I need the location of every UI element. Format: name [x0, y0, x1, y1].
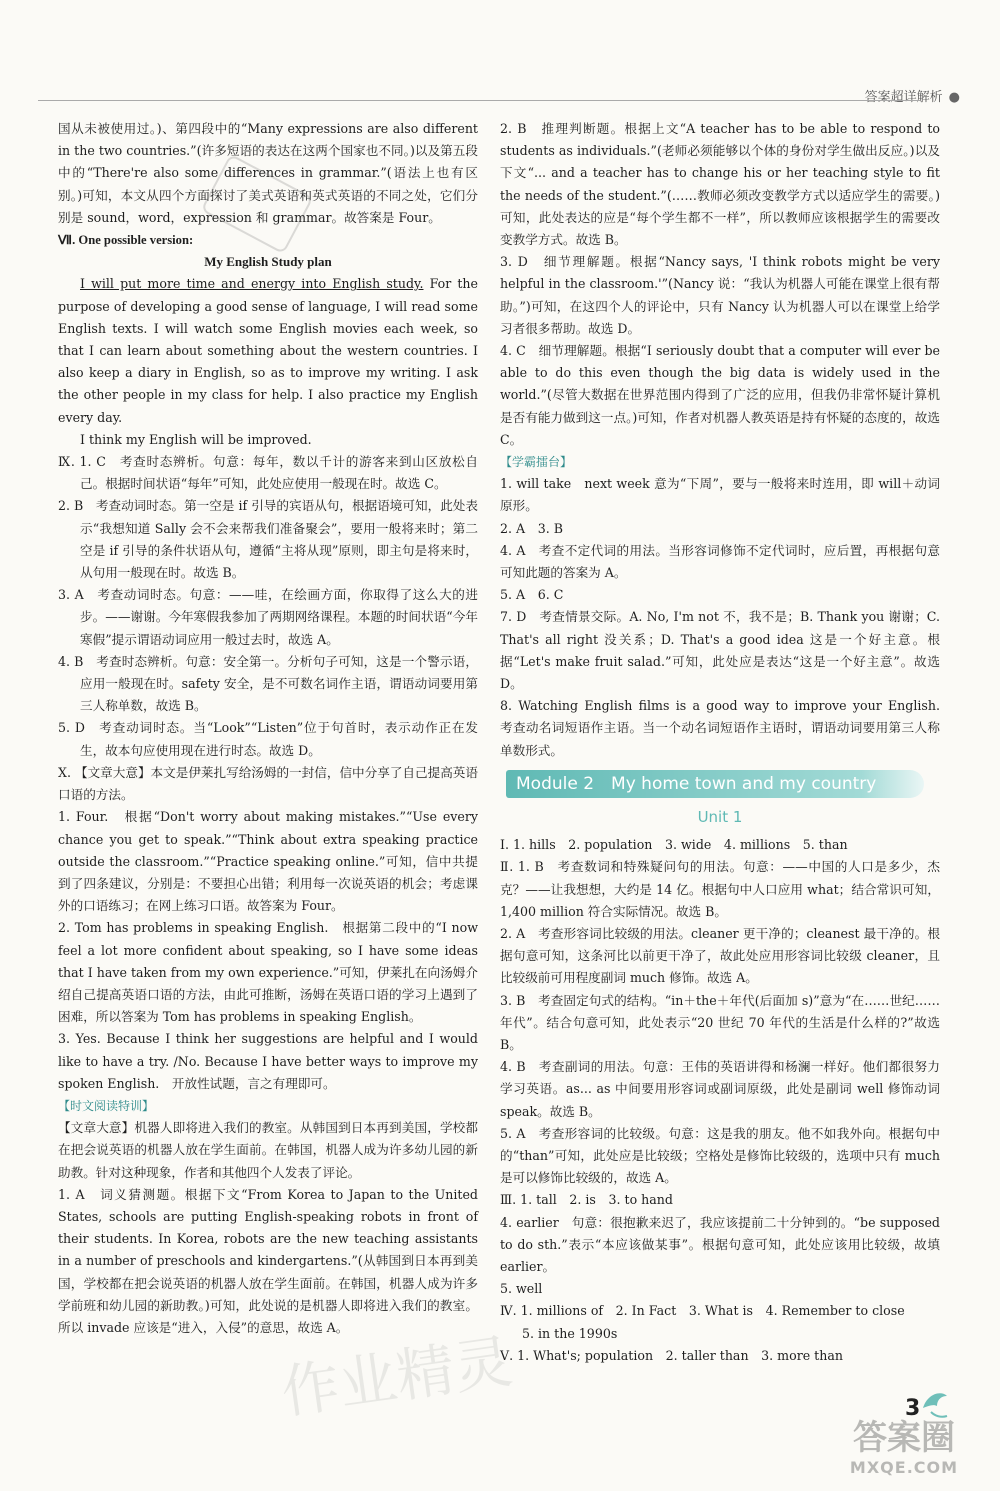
left-para-14: 3. Yes. Because I think her suggestions are helpful and I would like to have a try. /No. Because I have better ways to improve my spoken English. 开放性试题，言之有理即可。	[58, 1031, 478, 1091]
essay-body: For the purpose of developing a good sense of language, I will read some English texts. I will watch some English movies each week, so that I can learn about something about the western countries. I also keep a diary in English, so as to improve my writing. I ask the other people in my class for help. I also practice my English every day.	[58, 276, 478, 425]
left-para-17: 1. A 词义猜测题。根据下文“From Korea to Japan to the United States, schools are putting English-speaking robots in front of their students. In Korea, robots are the new teaching assistants in a number of preschools and kindergartens.”(从韩国到日本再到美国，学校都在把会说英语的机器人放在学生面前。在韩国，机器人成为许多学前班和幼儿园的新助教。)可知，此处说的是机器人即将进入我们的教室。所以 invade 应该是“进入，入侵”的意思，故选 A。	[58, 1186, 478, 1335]
essay-topic-sentence: I will put more time and energy into English study.	[80, 276, 424, 292]
right-para-15: 3. B 考查固定句式的结构。“in＋the＋年代(后面加 s)”意为“在……世纪……年代”。结合句意可知，此处表示“20 世纪 70 年代的生活是什么样的?”故选 B。	[500, 992, 940, 1052]
right-para-1: 3. D 细节理解题。根据“Nancy says, 'I think robots might be very helpful in the classroom.'”(Nancy 说：“我认为机器人可能在课堂上很有帮助。”)可知，在这四个人的评论中，只有 Nancy 认为机器人可以在课堂上给学习者很多帮助。故选 D。	[500, 254, 940, 336]
right-para-20: 5. well	[500, 1281, 543, 1297]
right-para-18: Ⅲ. 1. tall 2. is 3. to hand	[500, 1192, 673, 1208]
right-para-21: Ⅳ. 1. millions of 2. In Fact 3. What is 4. Remember to close	[500, 1303, 905, 1319]
right-para-6: 4. A 考查不定代词的用法。当形容词修饰不定代词时，应后置，再根据句意可知此题的答案为 A。	[500, 542, 940, 581]
left-para-11: Ⅹ. 【文章大意】本文是伊莱扎写给汤姆的一封信，信中分享了自己提高英语口语的方法。	[58, 764, 478, 803]
right-para-4: 1. will take next week 意为“下周”，要与一般将来时连用，即 will＋动词原形。	[500, 476, 940, 514]
right-para-14: 2. A 考查形容词比较级的用法。cleaner 更干净的；cleanest 最干净的。根据句意可知，这条河比以前更干净了，故此处应用形容词比较级 cleaner，且比较级前可用程度副词 much 修饰。故选 A。	[500, 925, 940, 986]
header-title: 答案超详解析	[864, 90, 943, 105]
watermark-url: MXQE.COM	[849, 1458, 959, 1477]
right-para-7: 5. A 6. C	[500, 587, 564, 603]
right-para-13: Ⅱ. 1. B 考查数词和特殊疑问句的用法。句意：——中国的人口是多少，杰克？——让我想想，大约是 14 亿。根据句中人口应用 what；结合常识可知，1,400 million 符合实际情况。故选 B。	[500, 859, 940, 919]
left-para-10: 5. D 考查动词时态。当“Look”“Listen”位于句首时，表示动作正在发生，故本句应使用现在进行时态。故选 D。	[58, 720, 478, 758]
section-tag-challenge: 【学霸擂台】	[500, 455, 573, 470]
right-para-9: 8. Watching English films is a good way to improve your English. 考查动名词短语作主语。当一个动名词短语作主语时，谓语动词要用第三人称单数形式。	[500, 698, 953, 758]
left-para-7: 2. B 考查动词时态。第一空是 if 引导的宾语从句，根据语境可知，此处表示“我想知道 Sally 会不会来帮我们准备聚会”，要用一般将来时；第二空是 if 引导的条件状语从句，遵循“主将从现”原则，即主句是将来时，从句用一般现在时。故选 B。	[58, 498, 478, 581]
right-para-2: 4. C 细节理解题。根据“I seriously doubt that a computer will ever be able to do this even though the big data is widely used in the world.”(尽管大数据在世界范围内得到了广泛的应用，但我仍非常怀疑计算机是否有能力做到这一点。)可知，作者对机器人教英语是持有怀疑的态度的，故选 C。	[500, 343, 940, 447]
page-number: 3	[905, 1396, 921, 1421]
header-dot: ●	[948, 90, 960, 105]
left-para-8: 3. A 考查动词时态。句意：——哇，在绘画方面，你取得了这么大的进步。——谢谢。今年寒假我参加了两期网络课程。本题的时间状语“今年寒假”提示谓语动词应用一般过去时，故选 A。	[58, 587, 478, 647]
left-para-16: 【文章大意】机器人即将进入我们的教室。从韩国到日本再到美国，学校都在把会说英语的机器人放在学生面前。在韩国，机器人成为许多幼儿园的新助教。针对这种现象，作者和其他四个人发表了评论。	[58, 1120, 478, 1180]
right-para-17: 5. A 考查形容词的比较级。句意：这是我的朋友。他不如我外向。根据句中的“than”可知，此处应是比较级；空格处是修饰比较级的，选项中只有 much 是可以修饰比较级的，故选 A。	[500, 1125, 940, 1186]
right-para-12: Ⅰ. 1. hills 2. population 3. wide 4. millions 5. than	[500, 837, 848, 853]
left-column	[58, 118, 478, 1339]
right-column	[500, 118, 953, 1367]
left-para-1: Ⅶ. One possible version:	[58, 233, 194, 248]
left-para-9: 4. B 考查时态辨析。句意：安全第一。分析句子可知，这是一个警示语，应用一般现在时。safety 安全，是不可数名词作主语，谓语动词要用第三人称单数，故选 B。	[58, 653, 478, 714]
right-para-5: 2. A 3. B	[500, 520, 563, 536]
right-para-0: 2. B 推理判断题。根据上文“A teacher has to be able to respond to students as individuals.”(老师必须能够以个体的身份对学生做出反应。)以及下文“... and a teacher has to change his or her teaching style to fit the needs of the student.”(……教师必须改变教学方式以适应学生的需要。)可知，此处表达的应是“每个学生都不一样”，所以教师应该根据学生的需要改变教学方式。故选 B。	[500, 121, 940, 248]
unit-heading: Unit 1	[697, 807, 743, 826]
running-header	[865, 86, 960, 105]
right-para-16: 4. B 考查副词的用法。句意：王伟的英语讲得和杨澜一样好。他们都很努力学习英语。as... as 中间要用形容词或副词原级，此处是副词 well 修饰动词 speak。故选 B。	[500, 1059, 940, 1119]
right-para-8: 7. D 考查情景交际。A. No, I'm not 不，我不是；B. Thank you 谢谢；C. That's all right 没关系；D. That's a good idea 这是一个好主意。根据“Let's make fruit salad.”可知，此处应是表达“这是一个好主意”。故选 D。	[500, 609, 940, 692]
left-para-12: 1. Four. 根据“Don't worry about making mistakes.”“Use every chance you get to speak.”“Think about extra speaking practice outside the classroom.”“Practice speaking online.”可知，信中共提到了四条建议，分别是：不要担心出错；利用每一次说英语的机会；考虑课外的口语练习；在网上练习口语。故答案为 Four。	[58, 809, 478, 914]
left-para-0: 国从未被使用过。)、第四段中的“Many expressions are also different in the two countries.”(许多短语的表达在这两个国家也不同。)以及第五段中的“There're also some differences in grammar.”(语法上也有区别。)可知，本文从四个方面探讨了美式英语和英式英语的不同之处，它们分别是 sound，word，expression 和 grammar。故答案是 Four。	[58, 121, 478, 225]
watermark-logo-text: 答案圈	[853, 1418, 955, 1458]
section-tag-reading: 【时文阅读特训】	[58, 1098, 155, 1113]
right-para-23: Ⅴ. 1. What's; population 2. taller than 3. more than	[500, 1347, 843, 1363]
left-para-13: 2. Tom has problems in speaking English. 根据第二段中的“I now feel a lot more confident about speaking, so I have some ideas that I have taken from my own experience.”可知，伊莱扎在向汤姆介绍自己提高英语口语的方法，由此可推断，汤姆在英语口语的学习上遇到了困难，所以答案为 Tom has problems in speaking English。	[58, 920, 478, 1025]
left-para-6: Ⅸ. 1. C 考查时态辨析。句意：每年，数以千计的游客来到山区放松自己。根据时间状语“每年”可知，此处应使用一般现在时。故选 C。	[58, 454, 478, 492]
module-banner: Module 2 My home town and my country	[506, 770, 924, 798]
watermark-text: 作业精灵	[277, 1327, 517, 1427]
header-rule	[38, 100, 920, 101]
right-para-19: 4. earlier 句意：很抱歉来迟了，我应该提前二十分钟到的。“be supposed to do sth.”表示“本应该做某事”。根据句意可知，此处应该用比较级，故填 earlier。	[500, 1214, 940, 1274]
essay-conclusion: I think my English will be improved.	[80, 431, 312, 447]
watermark-logo	[815, 1418, 993, 1488]
essay-title: My English Study plan	[204, 254, 332, 270]
right-para-22: 5. in the 1990s	[522, 1325, 618, 1341]
